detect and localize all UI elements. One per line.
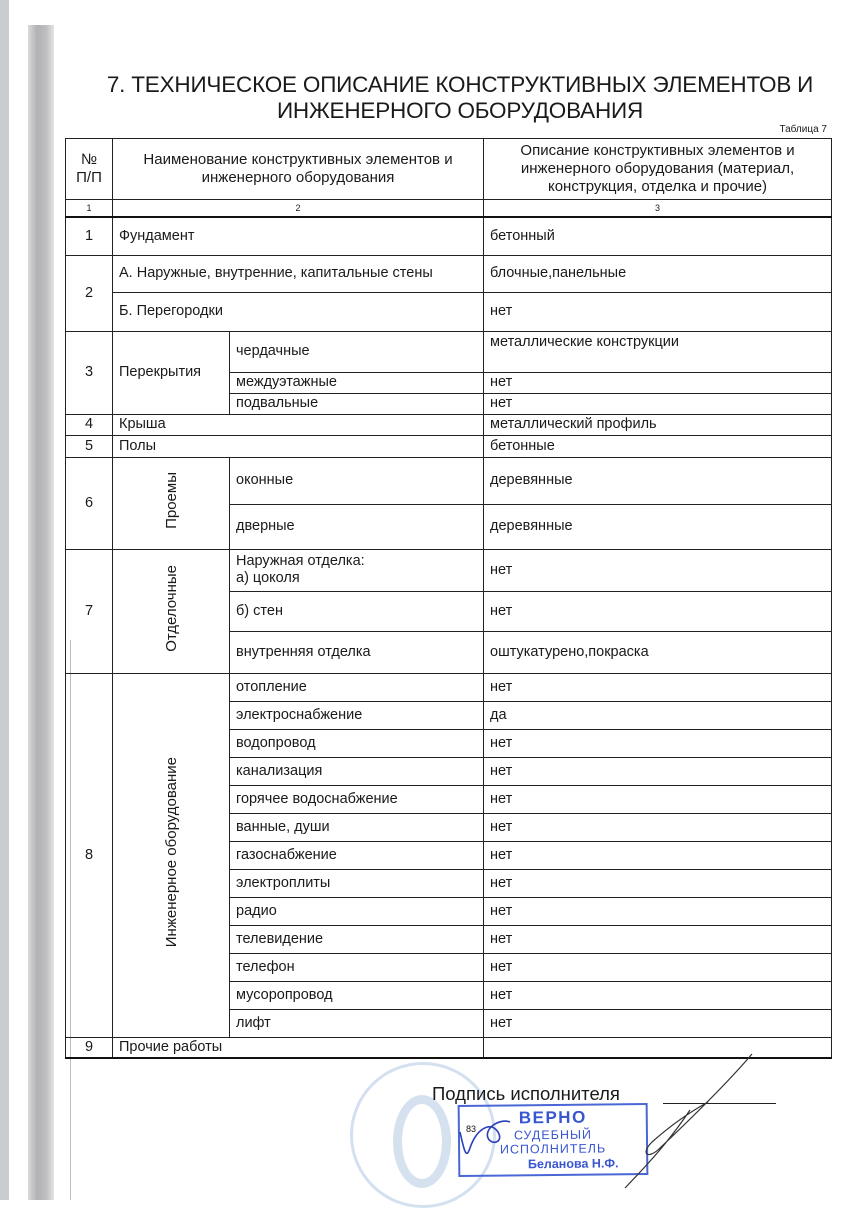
element-description: металлические конструкции bbox=[484, 331, 832, 372]
element-description: нет bbox=[484, 372, 832, 393]
table-row bbox=[66, 292, 832, 331]
element-name: канализация bbox=[230, 757, 484, 785]
page-title bbox=[80, 72, 840, 124]
element-description: нет bbox=[484, 925, 832, 953]
element-name: внутренняя отделка bbox=[230, 631, 484, 673]
table-row bbox=[66, 435, 832, 457]
element-name-line-2: а) цоколя bbox=[236, 570, 300, 586]
element-description: нет bbox=[484, 813, 832, 841]
element-name: Б. Перегородки bbox=[113, 292, 484, 331]
element-description: нет bbox=[484, 757, 832, 785]
table-label: Таблица 7 bbox=[779, 124, 827, 135]
element-description: металлический профиль bbox=[484, 414, 832, 435]
group-label-openings: Проемы bbox=[162, 472, 180, 529]
element-name: телевидение bbox=[230, 925, 484, 953]
binding-strip bbox=[28, 25, 54, 1200]
element-name: б) стен bbox=[230, 591, 484, 631]
element-group bbox=[113, 549, 230, 673]
element-name: радио bbox=[230, 897, 484, 925]
element-description: нет bbox=[484, 953, 832, 981]
element-name: дверные bbox=[230, 504, 484, 549]
header-description: Описание конструктивных элементов и инженерного оборудования (материал, конструкция, отделка и прочие) bbox=[484, 139, 832, 200]
element-description: нет bbox=[484, 897, 832, 925]
column-number-3: 3 bbox=[484, 200, 832, 218]
element-description: нет bbox=[484, 981, 832, 1009]
signature-label: Подпись исполнителя bbox=[432, 1083, 620, 1104]
scan-edge bbox=[0, 0, 9, 1200]
element-name: Фундамент bbox=[113, 217, 484, 255]
row-number: 8 bbox=[66, 673, 113, 1037]
header-number: № П/П bbox=[66, 139, 113, 200]
element-name: Крыша bbox=[113, 414, 484, 435]
stamp-page-number: 83 bbox=[466, 1124, 477, 1134]
table-header-row bbox=[66, 139, 832, 200]
stamp-line-3: Беланова Н.Ф. bbox=[527, 1156, 619, 1172]
element-name: газоснабжение bbox=[230, 841, 484, 869]
element-description: нет bbox=[484, 292, 832, 331]
element-name: чердачные bbox=[230, 331, 484, 372]
element-description: нет bbox=[484, 841, 832, 869]
element-description: деревянные bbox=[484, 504, 832, 549]
row-number: 7 bbox=[66, 549, 113, 673]
column-number-row bbox=[66, 200, 832, 218]
element-description: нет bbox=[484, 591, 832, 631]
element-name: электроплиты bbox=[230, 869, 484, 897]
element-name: Прочие работы bbox=[113, 1037, 484, 1058]
element-name bbox=[230, 549, 484, 591]
element-description: нет bbox=[484, 785, 832, 813]
element-description: нет bbox=[484, 1009, 832, 1037]
group-label-engineering: Инженерное оборудование bbox=[162, 757, 180, 948]
table-row bbox=[66, 673, 832, 701]
column-number-2: 2 bbox=[113, 200, 484, 218]
title-line-2: ИНЖЕНЕРНОГО ОБОРУДОВАНИЯ bbox=[276, 98, 644, 123]
group-label-finishing: Отделочные bbox=[162, 565, 180, 652]
column-number-1: 1 bbox=[66, 200, 113, 218]
element-description: блочные,панельные bbox=[484, 255, 832, 292]
element-name-line-1: Наружная отделка: bbox=[236, 553, 365, 569]
element-name: отопление bbox=[230, 673, 484, 701]
element-description: бетонный bbox=[484, 217, 832, 255]
element-group bbox=[113, 673, 230, 1037]
construction-elements-table bbox=[65, 138, 832, 1059]
element-description: нет bbox=[484, 869, 832, 897]
element-group bbox=[113, 457, 230, 549]
element-name: оконные bbox=[230, 457, 484, 504]
row-number: 2 bbox=[66, 255, 113, 331]
element-name: горячее водоснабжение bbox=[230, 785, 484, 813]
element-name: А. Наружные, внутренние, капитальные стены bbox=[113, 255, 484, 292]
table-row bbox=[66, 331, 832, 372]
element-description: деревянные bbox=[484, 457, 832, 504]
table-row bbox=[66, 217, 832, 255]
element-description: нет bbox=[484, 729, 832, 757]
element-name: междуэтажные bbox=[230, 372, 484, 393]
stamp-line-1: ВЕРНО bbox=[518, 1107, 587, 1128]
table-row bbox=[66, 549, 832, 591]
element-name: мусоропровод bbox=[230, 981, 484, 1009]
element-description: да bbox=[484, 701, 832, 729]
header-name: Наименование конструктивных элементов и инженерного оборудования bbox=[113, 139, 484, 200]
element-name: телефон bbox=[230, 953, 484, 981]
element-name: подвальные bbox=[230, 393, 484, 414]
element-description: оштукатурено,покраска bbox=[484, 631, 832, 673]
title-line-1: 7. ТЕХНИЧЕСКОЕ ОПИСАНИЕ КОНСТРУКТИВНЫХ ЭЛЕМЕНТОВ И bbox=[106, 72, 814, 97]
table-row bbox=[66, 414, 832, 435]
row-number: 4 bbox=[66, 414, 113, 435]
element-name: электроснабжение bbox=[230, 701, 484, 729]
element-name: Полы bbox=[113, 435, 484, 457]
element-name: ванные, души bbox=[230, 813, 484, 841]
stamp-line-2: СУДЕБНЫЙ ИСПОЛНИТЕЛЬ bbox=[499, 1127, 607, 1157]
table-row bbox=[66, 457, 832, 504]
element-name: водопровод bbox=[230, 729, 484, 757]
element-group: Перекрытия bbox=[113, 331, 230, 414]
table-row bbox=[66, 255, 832, 292]
element-description: нет bbox=[484, 393, 832, 414]
element-description: нет bbox=[484, 673, 832, 701]
row-number: 6 bbox=[66, 457, 113, 549]
element-name: лифт bbox=[230, 1009, 484, 1037]
handwritten-signature bbox=[440, 1050, 760, 1190]
row-number: 9 bbox=[66, 1037, 113, 1058]
row-number: 3 bbox=[66, 331, 113, 414]
element-description: нет bbox=[484, 549, 832, 591]
row-number: 5 bbox=[66, 435, 113, 457]
element-description: бетонные bbox=[484, 435, 832, 457]
row-number: 1 bbox=[66, 217, 113, 255]
